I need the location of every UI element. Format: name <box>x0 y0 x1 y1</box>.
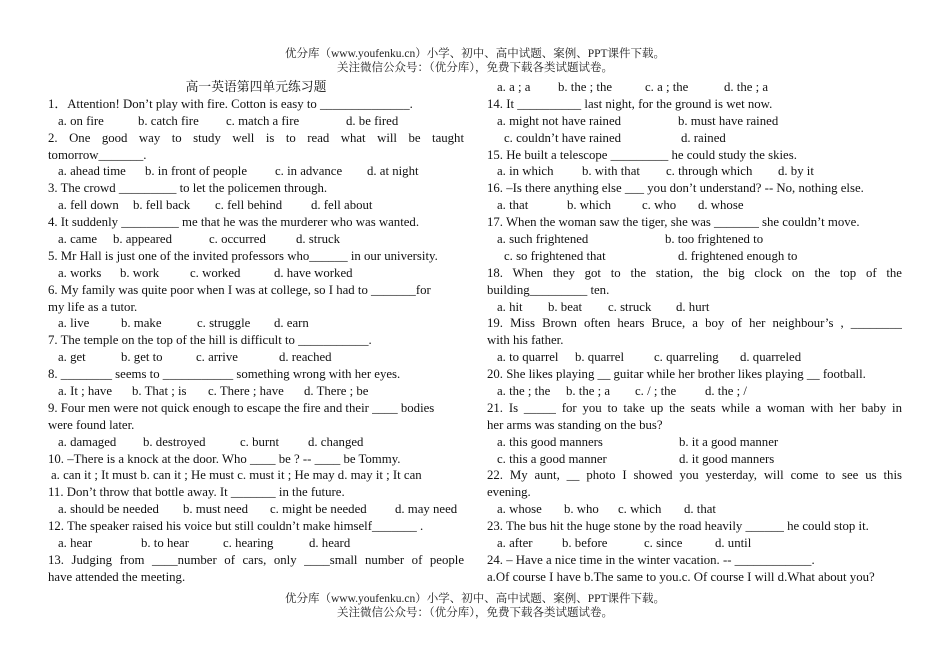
options-21b <box>487 451 902 468</box>
options-3 <box>48 197 464 214</box>
page-title: 高一英语第四单元练习题 <box>185 80 327 94</box>
question-2-cont: tomorrow_______. <box>48 147 147 162</box>
option: c. through which <box>666 164 753 179</box>
option: b. with that <box>582 164 640 179</box>
question-23: 23. The bus hit the huge stone by the road heavily ______ he could stop it. <box>487 519 869 534</box>
question-19: 19. Miss Brown often hears Bruce, a boy of her neighbour’s , ________ <box>487 316 902 331</box>
option: a. to quarrel <box>497 350 559 365</box>
option: a. such frightened <box>497 232 589 247</box>
option: a. should be needed <box>58 502 159 517</box>
option: b. fell back <box>133 198 191 213</box>
option: b. too frightened to <box>665 232 764 247</box>
option: c. There ; have <box>208 384 284 399</box>
question-13: 13. Judging from ____number of cars, only ____small number of people <box>48 552 464 567</box>
footer-line-1: 优分库（www.youfenku.cn）小学、初中、高中试题、案例、PPT课件下载。 <box>284 593 666 605</box>
options-17b <box>487 248 902 265</box>
option: c. since <box>644 536 683 551</box>
option: d. There ; be <box>304 384 369 399</box>
right-column <box>487 79 902 586</box>
option: c. fell behind <box>215 198 283 213</box>
options-23 <box>487 535 902 552</box>
option: d. quarreled <box>740 350 802 365</box>
options-2 <box>48 163 464 180</box>
option: c. / ; the <box>635 384 677 399</box>
option: d. rained <box>681 130 726 145</box>
option: a. damaged <box>58 434 117 449</box>
option: d. be fired <box>346 113 399 128</box>
footer-line-2: 关注微信公众号：（优分库），免费下载各类试题试卷。 <box>337 607 613 619</box>
option: c. this a good manner <box>497 451 607 466</box>
option: c. couldn’t have rained <box>504 130 622 145</box>
option: c. which <box>618 502 662 517</box>
option: b. work <box>120 265 160 280</box>
option: c. who <box>642 198 677 213</box>
question-18-cont: building_________ ten. <box>487 282 610 297</box>
option: b. the ; the <box>558 80 613 94</box>
option: c. occurred <box>209 232 266 247</box>
option: c. struck <box>608 299 652 314</box>
question-9-cont: were found later. <box>48 417 135 432</box>
option: d. that <box>684 502 716 517</box>
question-19-cont: with his father. <box>487 333 564 348</box>
option: c. struggle <box>197 316 251 331</box>
option: a. fell down <box>58 198 119 213</box>
options-1 <box>48 113 464 130</box>
question-11: 11. Don’t throw that bottle away. It _______ in the future. <box>48 485 345 500</box>
options-4 <box>48 231 464 248</box>
question-14: 14. It __________ last night, for the ground is wet now. <box>487 96 773 111</box>
option: b. to hear <box>141 536 189 551</box>
option: b. beat <box>548 299 583 314</box>
page-header <box>0 47 950 75</box>
question-1: 1．Attention! Don’t play with fire. Cotton is easy to ______________. <box>48 96 413 111</box>
option: a. live <box>58 316 90 331</box>
question-5: 5. Mr Hall is just one of the invited professors who______ in our university. <box>48 248 438 263</box>
options-20 <box>487 383 902 400</box>
question-22-cont: evening. <box>487 485 531 500</box>
option: b. in front of people <box>145 164 247 179</box>
option: c. quarreling <box>654 350 719 365</box>
options-13 <box>487 79 902 96</box>
option: d. by it <box>778 164 814 179</box>
option: d. the ; / <box>705 384 747 399</box>
header-line-2: 关注微信公众号：（优分库），免费下载各类试题试卷。 <box>337 62 613 74</box>
option: b. the ; a <box>566 384 611 399</box>
option: a. after <box>497 536 533 551</box>
options-8 <box>48 383 464 400</box>
option: d. have worked <box>274 265 353 280</box>
option: d. changed <box>308 434 364 449</box>
question-6: 6. My family was quite poor when I was at college, so I had to _______for <box>48 282 431 297</box>
option: a. the ; the <box>497 384 551 399</box>
option: d. frightened enough to <box>678 248 798 263</box>
options-6 <box>48 315 464 332</box>
option: b. who <box>564 502 599 517</box>
option: c. hearing <box>223 536 274 551</box>
option: c. in advance <box>275 164 343 179</box>
question-8: 8. ________ seems to ___________ something wrong with her eyes. <box>48 367 401 382</box>
options-21a <box>487 434 902 451</box>
question-7: 7. The temple on the top of the hill is difficult to ___________. <box>48 333 372 348</box>
header-line-1: 优分库（www.youfenku.cn）小学、初中、高中试题、案例、PPT课件下载。 <box>284 48 666 60</box>
option: a. might not have rained <box>497 113 622 128</box>
question-9: 9. Four men were not quick enough to escape the fire and their ____ bodies <box>48 400 435 415</box>
question-12: 12. The speaker raised his voice but still couldn’t make himself_______ . <box>48 519 424 534</box>
option: b. quarrel <box>575 350 625 365</box>
option: a. this good manners <box>497 434 603 449</box>
question-17: 17. When the woman saw the tiger, she was _______ she couldn’t move. <box>487 215 860 230</box>
option: d. fell about <box>311 198 373 213</box>
options-17a <box>487 231 902 248</box>
options-5 <box>48 265 464 282</box>
option: d. heard <box>309 536 351 551</box>
options-11 <box>48 501 464 518</box>
options-18 <box>487 299 902 316</box>
left-column <box>48 79 464 586</box>
option: d. hurt <box>676 299 710 314</box>
options-15 <box>487 163 902 180</box>
option: d. at night <box>367 164 419 179</box>
option: b. which <box>567 198 612 213</box>
option: c. match a fire <box>226 113 300 128</box>
option: b. must have rained <box>678 113 779 128</box>
options-10: a. can it ; It must b. can it ; He must c. must it ; He may d. may it ; It can <box>51 468 422 483</box>
option: a. a ; a <box>497 80 531 94</box>
question-15: 15. He built a telescope _________ he could study the skies. <box>487 147 797 162</box>
options-12 <box>48 535 464 552</box>
question-10: 10. –There is a knock at the door. Who ____ be ? -- ____ be Tommy. <box>48 451 401 466</box>
option: a. on fire <box>58 113 104 128</box>
options-9 <box>48 434 464 451</box>
question-4: 4. It suddenly _________ me that he was the murderer who was wanted. <box>48 215 420 230</box>
option: b. before <box>562 536 608 551</box>
option: a. in which <box>497 164 554 179</box>
options-7 <box>48 349 464 366</box>
question-21-cont: her arms was standing on the bus? <box>487 417 663 432</box>
question-22: 22. My aunt, __ photo I showed you yesterday, will come to see us this <box>487 468 902 483</box>
option: c. so frightened that <box>504 248 606 263</box>
question-3: 3. The crowd _________ to let the policemen through. <box>48 181 328 196</box>
question-2: 2. One good way to study well is to read what will be taught <box>48 130 464 145</box>
question-18: 18. When they got to the station, the big clock on the top of the <box>487 265 902 280</box>
option: a. whose <box>497 502 542 517</box>
options-19 <box>487 349 902 366</box>
option: a. ahead time <box>58 164 126 179</box>
option: a. hit <box>497 299 523 314</box>
option: d. struck <box>296 232 341 247</box>
option: d. reached <box>279 350 332 365</box>
option: b. make <box>121 316 162 331</box>
option: b. destroyed <box>143 434 206 449</box>
question-21: 21. Is _____ for you to take up the seats while a woman with her baby in <box>487 400 902 415</box>
options-16 <box>487 197 902 214</box>
option: d. it good manners <box>679 451 775 466</box>
question-20: 20. She likes playing __ guitar while her brother likes playing __ football. <box>487 367 866 382</box>
options-22 <box>487 501 902 518</box>
option: b. That ; is <box>132 384 187 399</box>
options-24: a.Of course I have b.The same to you.c. Of course I will d.What about you? <box>487 569 875 584</box>
options-14a <box>487 113 902 130</box>
option: b. it a good manner <box>679 434 779 449</box>
option: d. whose <box>698 198 744 213</box>
page-footer <box>0 592 950 620</box>
option: d. earn <box>274 316 309 331</box>
option: a. that <box>497 198 529 213</box>
option: c. might be needed <box>270 502 367 517</box>
question-6-cont: my life as a tutor. <box>48 299 138 314</box>
option: b. catch fire <box>138 113 199 128</box>
option: a. get <box>58 350 86 365</box>
option: c. a ; the <box>645 80 689 94</box>
option: d. the ; a <box>724 80 769 94</box>
options-14b <box>487 130 902 147</box>
option: a. hear <box>58 536 93 551</box>
option: a. came <box>58 232 98 247</box>
question-24: 24. – Have a nice time in the winter vacation. -- ____________. <box>487 552 815 567</box>
question-16: 16. –Is there anything else ___ you don’t understand? -- No, nothing else. <box>487 181 864 196</box>
option: d. may need <box>395 502 458 517</box>
option: b. appeared <box>113 232 172 247</box>
question-13-cont: have attended the meeting. <box>48 569 186 584</box>
option: b. must need <box>183 502 249 517</box>
option: a. It ; have <box>58 384 113 399</box>
option: a. works <box>58 265 102 280</box>
option: c. worked <box>190 265 241 280</box>
option: d. until <box>715 536 752 551</box>
option: b. get to <box>121 350 163 365</box>
option: c. arrive <box>196 350 238 365</box>
option: c. burnt <box>240 434 280 449</box>
